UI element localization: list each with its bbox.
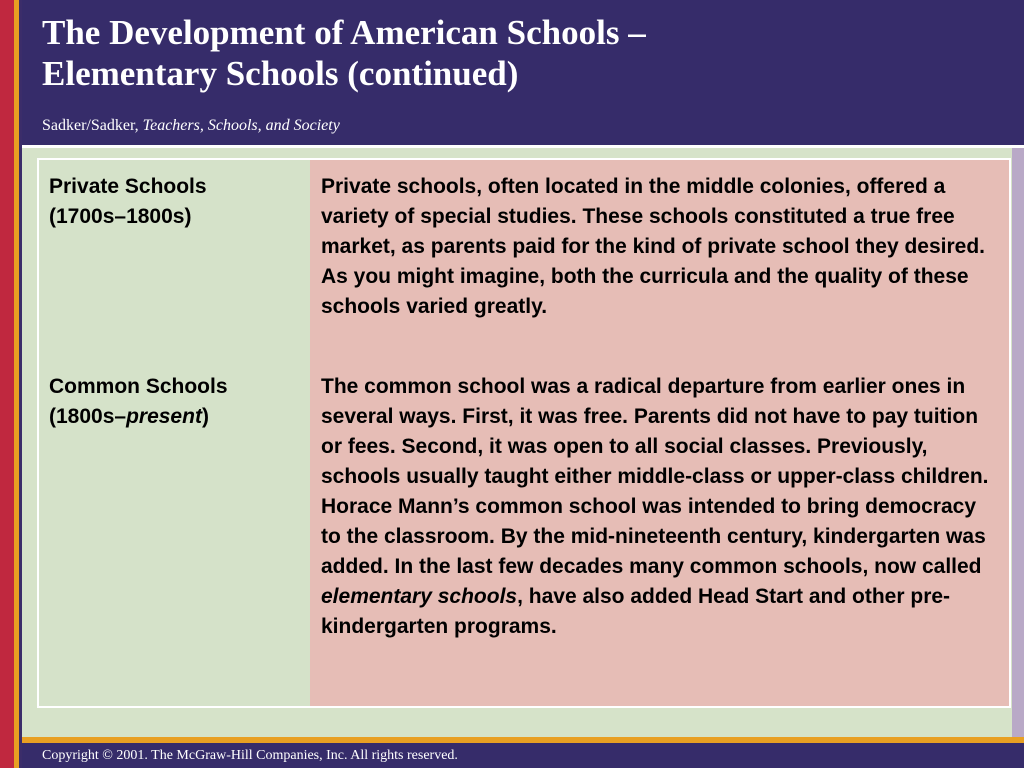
period-prefix: (1800s– (49, 405, 127, 428)
row-description-common-schools (321, 372, 1001, 642)
slide-title-line1: The Development of American Schools – (42, 13, 646, 52)
table-cell-description (310, 160, 1009, 360)
row-description-private-schools: Private schools, often located in the middle colonies, offered a variety of special studies. These schools constituted a true free market, as parents paid for the kind of private school they desired. As you might imagine, both the curricula and the quality of these schools varied greatly. (321, 175, 986, 318)
row-label-common-schools (49, 372, 304, 432)
description-italic-term: elementary schools (321, 585, 518, 608)
description-text-end: , have also added Head Start and other pre-kindergarten programs. (321, 585, 951, 638)
slide-source-citation (42, 117, 340, 135)
description-text: The common school was a radical departure from earlier ones in several ways. First, it was free. Parents did not have to pay tuition or fees. Second, it was open to all social classes. Previously, schools usually taught either middle-class or upper-class children. Horace Mann’s common school was intended to bring democracy to the classroom. By the mid-nineteenth century, kindergarten was added. In the last few decades many common schools, now called (321, 375, 989, 578)
row-label-private-schools (49, 172, 304, 232)
citation-book-title: Teachers, Schools, and Society (142, 117, 340, 134)
row-label-name: Common Schools (49, 375, 228, 398)
period-italic: present (126, 405, 202, 428)
row-label-period: (1700s–1800s) (49, 205, 192, 228)
left-accent-stripe-red (0, 0, 14, 768)
slide-header (22, 0, 1024, 145)
right-accent-stripe (1012, 148, 1024, 738)
citation-authors: Sadker/Sadker, (42, 117, 143, 134)
school-types-table (37, 158, 1011, 708)
copyright-notice: Copyright © 2001. The McGraw-Hill Companies, Inc. All rights reserved. (42, 748, 458, 763)
header-divider (22, 145, 1024, 148)
table-cell-label (39, 160, 310, 360)
slide-footer (22, 743, 1024, 768)
slide-title-line2: Elementary Schools (continued) (42, 54, 519, 93)
table-cell-label (39, 360, 310, 706)
row-label-period (49, 402, 304, 432)
row-label-name: Private Schools (49, 175, 207, 198)
table-row-private-schools (39, 160, 1009, 360)
slide-title (42, 12, 646, 94)
table-row-common-schools (39, 360, 1009, 706)
table-cell-description (310, 360, 1009, 706)
period-suffix: ) (201, 405, 209, 428)
